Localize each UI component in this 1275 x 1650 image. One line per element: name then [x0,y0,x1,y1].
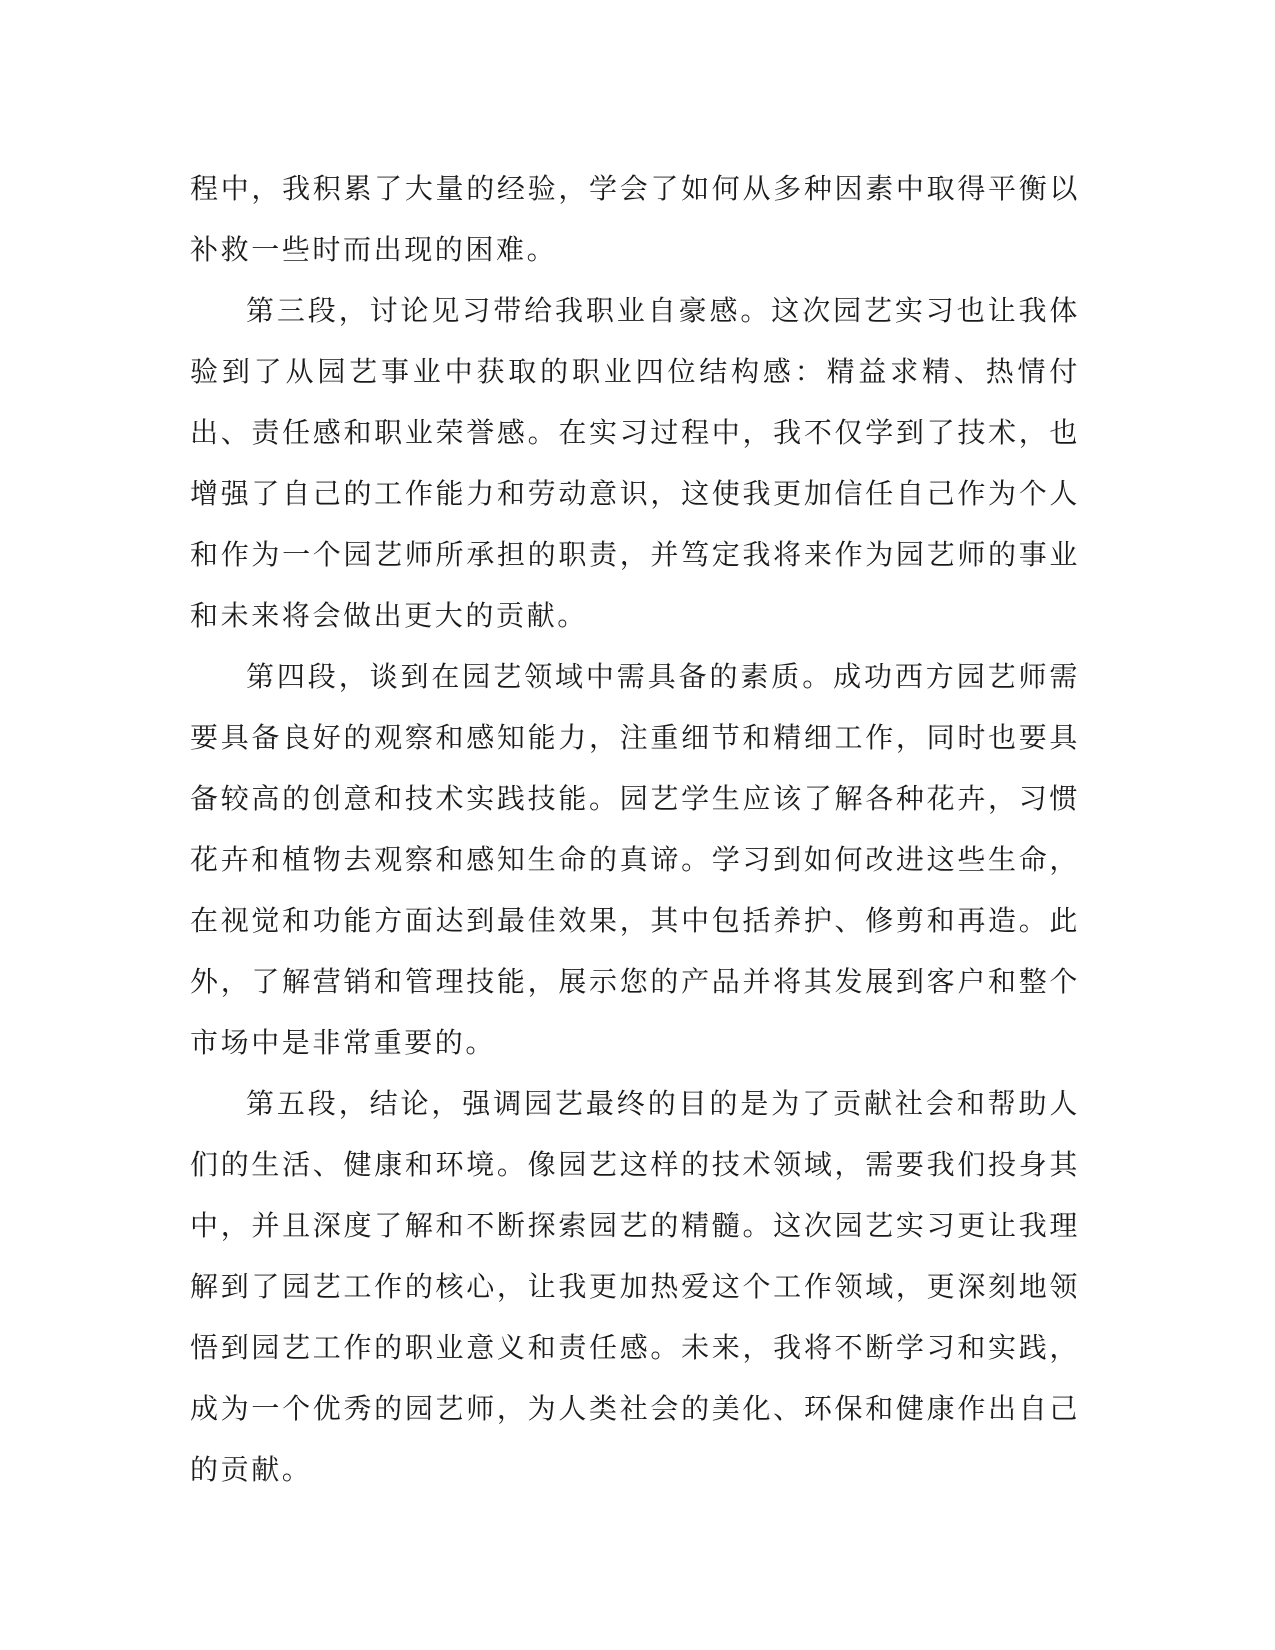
document-body [190,158,1080,1500]
paragraph-fourth-section: 第四段，谈到在园艺领域中需具备的素质。成功西方园艺师需要具备良好的观察和感知能力，注重细节和精细工作，同时也要具备较高的创意和技术实践技能。园艺学生应该了解各种花卉，习惯花卉和植物去观察和感知生命的真谛。学习到如何改进这些生命，在视觉和功能方面达到最佳效果，其中包括养护、修剪和再造。此外，了解营销和管理技能，展示您的产品并将其发展到客户和整个市场中是非常重要的。 [190,660,1080,1059]
paragraph-continuation: 程中，我积累了大量的经验，学会了如何从多种因素中取得平衡以补救一些时而出现的困难。 [190,172,1080,266]
paragraph-third-section: 第三段，讨论见习带给我职业自豪感。这次园艺实习也让我体验到了从园艺事业中获取的职业四位结构感：精益求精、热情付出、责任感和职业荣誉感。在实习过程中，我不仅学到了技术，也增强了自己的工作能力和劳动意识，这使我更加信任自己作为个人和作为一个园艺师所承担的职责，并笃定我将来作为园艺师的事业和未来将会做出更大的贡献。 [190,294,1080,632]
paragraph-fifth-section: 第五段，结论，强调园艺最终的目的是为了贡献社会和帮助人们的生活、健康和环境。像园艺这样的技术领域，需要我们投身其中，并且深度了解和不断探索园艺的精髓。这次园艺实习更让我理解到了园艺工作的核心，让我更加热爱这个工作领域，更深刻地领悟到园艺工作的职业意义和责任感。未来，我将不断学习和实践，成为一个优秀的园艺师，为人类社会的美化、环保和健康作出自己的贡献。 [190,1087,1080,1486]
